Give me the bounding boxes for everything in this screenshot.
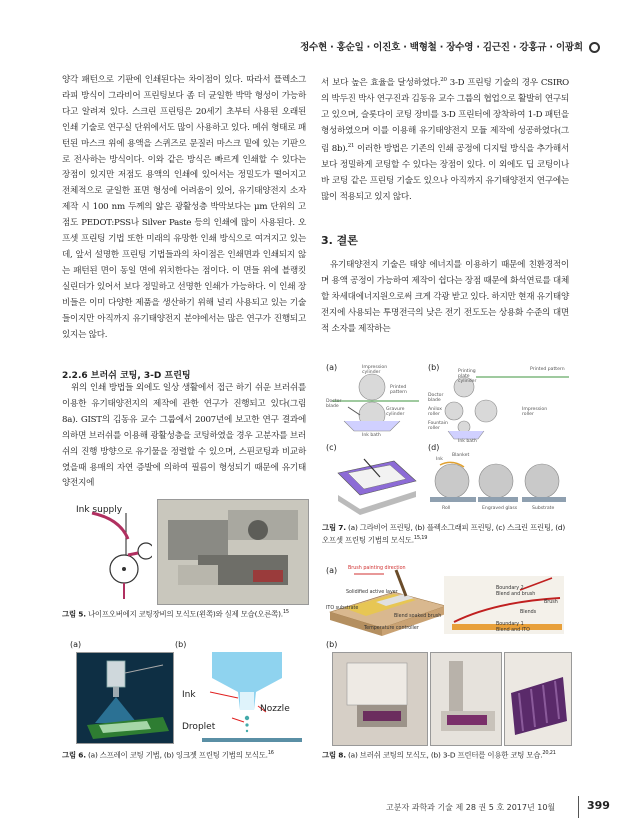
subsection-heading: 2.2.6 브러쉬 코팅, 3-D 프린팅 [62,371,191,381]
left-paragraph-1: 양각 패턴으로 기판에 인쇄된다는 차이점이 있다. 따라서 플렉소그라피 방식이 그라비어 프린팅보다 좀 더 균일한 박막 형성이 가능하다고 알려져 있다. 스크린 프린팅은 20세기 초부터 사용된 오래된 인쇄 기술로 연구실 단위에서도 많이 사용하고 있다. 메쉬 형태로 패턴된 마스크 위에 용액을 스퀴즈로 문질러 마스크 밑에 있는 기판으로 전사하는 방식이다. 이와 같은 방식은 빠르게 인쇄할 수 있다는 장점이 있지만 저점도 용액의 인쇄에 있어서는 정밀도가 떨어지고 전체적으로 균일한 표면 형성에 어려움이 있어, 유기태양전지 소자 제작 시 100 nm 두께의 얇은 광활성층 박막보다는 μm 단위의 고점도 PEDOT:PSS나 Silver Paste 등의 인쇄에 많이 사용된다. 오프셋 프린팅 기법 또한 미래의 유망한 인쇄 방식으로 여겨지고 있는데, 앞서 설명한 프린팅 기법들과의 차이점은 인쇄면과 인쇄되지 않는 패턴된 면이 동일 면에 위치한다는 점이다. 이 면들 위에 블랭킷 실린더가 있어서 보다 정밀하고 선명한 인쇄가 가능하다. 이 인쇄 장비들은 이미 다양한 제품을 생산하기 위해 널리 사용되고 있는 기술들이지만 아직까지 유기태양전지 분야에서는 많은 연구가 진행되고 있지는 않다. [62,75,306,340]
label-solidified-layer: Solidified active layer [346,590,398,595]
spray-nozzle-graphic [77,653,173,743]
right-p1-mid: 3-D 프린팅 기술의 경우 CSIRO의 박두진 박사 연구진과 김동유 교수 그룹의 협업으로 활발히 연구되고 있으며, 슬롯다이 코팅 장비를 3-D 프린터에 장착하여 1-D 패턴을 형성하였으며 이를 이용해 유기태양전지 모듈 제작에 성공하였다(그림 8b). [321,77,569,155]
label-gravure-cylinder: Gravure cylinder [386,407,405,417]
fig8-caption-label: 그림 8. [322,750,346,760]
label-engraved-glass: Engraved glass [482,506,518,511]
fig5-ref: 15 [282,609,289,615]
journal-footer: 고분자 과학과 기술 제 28 권 5 호 2017년 10월 [386,803,556,812]
inkjet-illustration [182,652,310,744]
label-roll: Roll [442,506,451,511]
label-droplet: Droplet [182,722,216,732]
figure-8 [324,562,572,744]
fig7-panel-c: (c) [326,443,337,452]
figure-6 [62,640,312,744]
label-brush-direction: Brush painting direction [348,566,406,571]
machinery-photo-placeholder [158,500,308,604]
figure-8-caption [322,748,577,760]
label-boundary-2: Boundary 2 [496,586,524,591]
authors-text: 정수현 · 홍순일 · 이진호 · 백형철 · 장수영 · 김근진 · 강홍규 · 이광희 [300,42,583,53]
label-ito-substrate: ITO substrate [326,606,359,611]
section-heading-conclusion: 3. 결론 [321,234,358,247]
label-substrate: Substrate [532,506,555,511]
3d-printer-photo-2 [430,652,502,746]
fig5-caption-label: 그림 5. [62,609,86,619]
label-temperature-controller: Temperature controller [364,626,419,631]
footer-divider [578,796,579,818]
label-doctor-blade-b: Doctor blade [428,393,444,403]
ref-21: 21 [347,143,355,150]
figure-7 [324,363,572,521]
fig7-panel-b: (b) [428,363,440,372]
label-boundary-1-sub: Blend and ITO [496,628,530,633]
author-list [300,39,600,53]
label-impression-cylinder: Impression cylinder [362,365,388,375]
label-blend-soaked-brush: Blend soaked brush [394,614,442,619]
brush-coating-diagram [324,562,572,640]
figure-7-caption [322,522,572,545]
label-impression-roller: Impression roller [522,407,548,417]
fig7-caption-text: (a) 그라비어 프린팅, (b) 플렉소그래피 프린팅, (c) 스크린 프린팅, (d) 오프셋 프린팅 기법의 모식도. [322,523,566,545]
label-anilox-roller: Anilox roller [428,407,442,417]
label-printed-pattern-b: Printed pattern [530,367,565,372]
printer-photo-placeholder-1 [333,653,427,745]
label-boundary-2-sub: Blend and brush [496,592,536,597]
fig7-panel-d: (d) [428,443,440,452]
label-fountain-roller: Fountain roller [428,421,448,431]
label-ink: Ink [182,690,196,700]
3d-printer-photo-1 [332,652,428,746]
right-p1-start: 서 보다 높은 효율을 달성하였다. [321,77,441,88]
figure-5-caption [62,607,312,619]
right-column [321,73,569,206]
right-paragraph-1 [321,73,569,206]
figure-6-caption [62,748,312,760]
fig7-ref: 15,19 [413,535,428,541]
label-printing-plate-cylinder: Printing plate cylinder [458,369,477,384]
fig7-panel-a: (a) [326,363,338,372]
left-paragraph-2: 위의 인쇄 방법들 외에도 일상 생활에서 접근 하기 쉬운 브러쉬를 이용한 유기태양전지의 제작에 관한 연구가 진행되고 있다(그림 8a). GIST의 김동유 교수 그룹에서 2007년에 보고한 연구 결과에 의하면 브러쉬를 이용해 광활성층을 코팅하였을 경우 고분자를 브러쉬의 진행 방향으로 유기물을 정렬할 수 있으며, 스핀코팅과 비교하였을때 용매의 자연 증발에 의하여 필름이 형성되기 때문에 유기태양전지에 [62,383,306,489]
right-paragraph-2: 유기태양전지 기술은 태양 에너지를 이용하기 때문에 친환경적이며 용액 공정이 가능하여 제작이 쉽다는 장점 때문에 화석연료를 대체할 차세대에너지원으로써 크게 각광 받고 있다. 하지만 현재 유기태양전지에 사용되는 투명전극의 낮은 전기 전도도는 상용화 수준의 대면적 소자를 제작하는 [321,260,569,334]
ref-20: 20 [440,77,447,83]
circle-bullet-icon [589,42,600,53]
label-boundary-1: Boundary 1 [496,622,524,627]
spray-coating-illustration [76,652,174,744]
label-nozzle: Nozzle [260,704,290,714]
fig5-caption-text: 나이프오버에지 코팅장비의 모식도(왼쪽)와 실제 모습(오른쪽). [85,609,283,619]
page-number: 399 [587,799,610,812]
fig8-panel-a: (a) [326,566,338,575]
left-column-2 [62,381,306,492]
fig6-ref: 16 [267,750,274,756]
fig6-panel-b: (b) [175,640,187,649]
fig8-caption-text: (a) 브러쉬 코팅의 모식도, (b) 3-D 프린터를 이용한 코팅 모습. [345,750,543,760]
label-brush: Brush [544,600,558,605]
label-ink-supply: Ink supply [76,505,123,515]
knife-coater-photo [157,499,309,605]
fig8-panel-b: (b) [326,640,338,649]
label-blends: Blends [520,610,537,615]
label-blanket: Blanket [452,453,470,458]
printer-photo-placeholder-2 [431,653,501,745]
right-column-2 [321,258,569,338]
module-photo-placeholder [505,653,571,745]
label-printed-pattern-a: Printed pattern [390,385,407,395]
right-p1-end: 이러한 방법은 기존의 인쇄 공정에 디지털 방식을 추가해서 보다 정밀하게 코팅할 수 있다는 장점이 있다. 이 외에도 딥 코팅이나 바 코팅 같은 프린팅 기술도 있으나 아직까지 유기태양전지 연구에는 많이 적용되고 있지 않다. [321,144,570,203]
fig8-ref: 20,21 [542,750,556,756]
coated-module-photo [504,652,572,746]
fig6-panel-a: (a) [70,640,82,649]
label-ink-bath-a: Ink bath [362,433,381,438]
printing-methods-diagram [324,363,572,521]
label-ink-d: Ink [436,457,443,462]
label-doctor-blade-a: Doctor blade [326,399,342,409]
figure-5 [62,499,307,603]
fig6-caption-label: 그림 6. [62,750,86,760]
label-ink-bath-b: Ink bath [458,439,477,444]
fig7-caption-label: 그림 7. [322,523,346,532]
fig6-caption-text: (a) 스프레이 코팅 기법, (b) 잉크젯 프린팅 기법의 모식도. [85,750,268,760]
left-column [62,73,306,343]
